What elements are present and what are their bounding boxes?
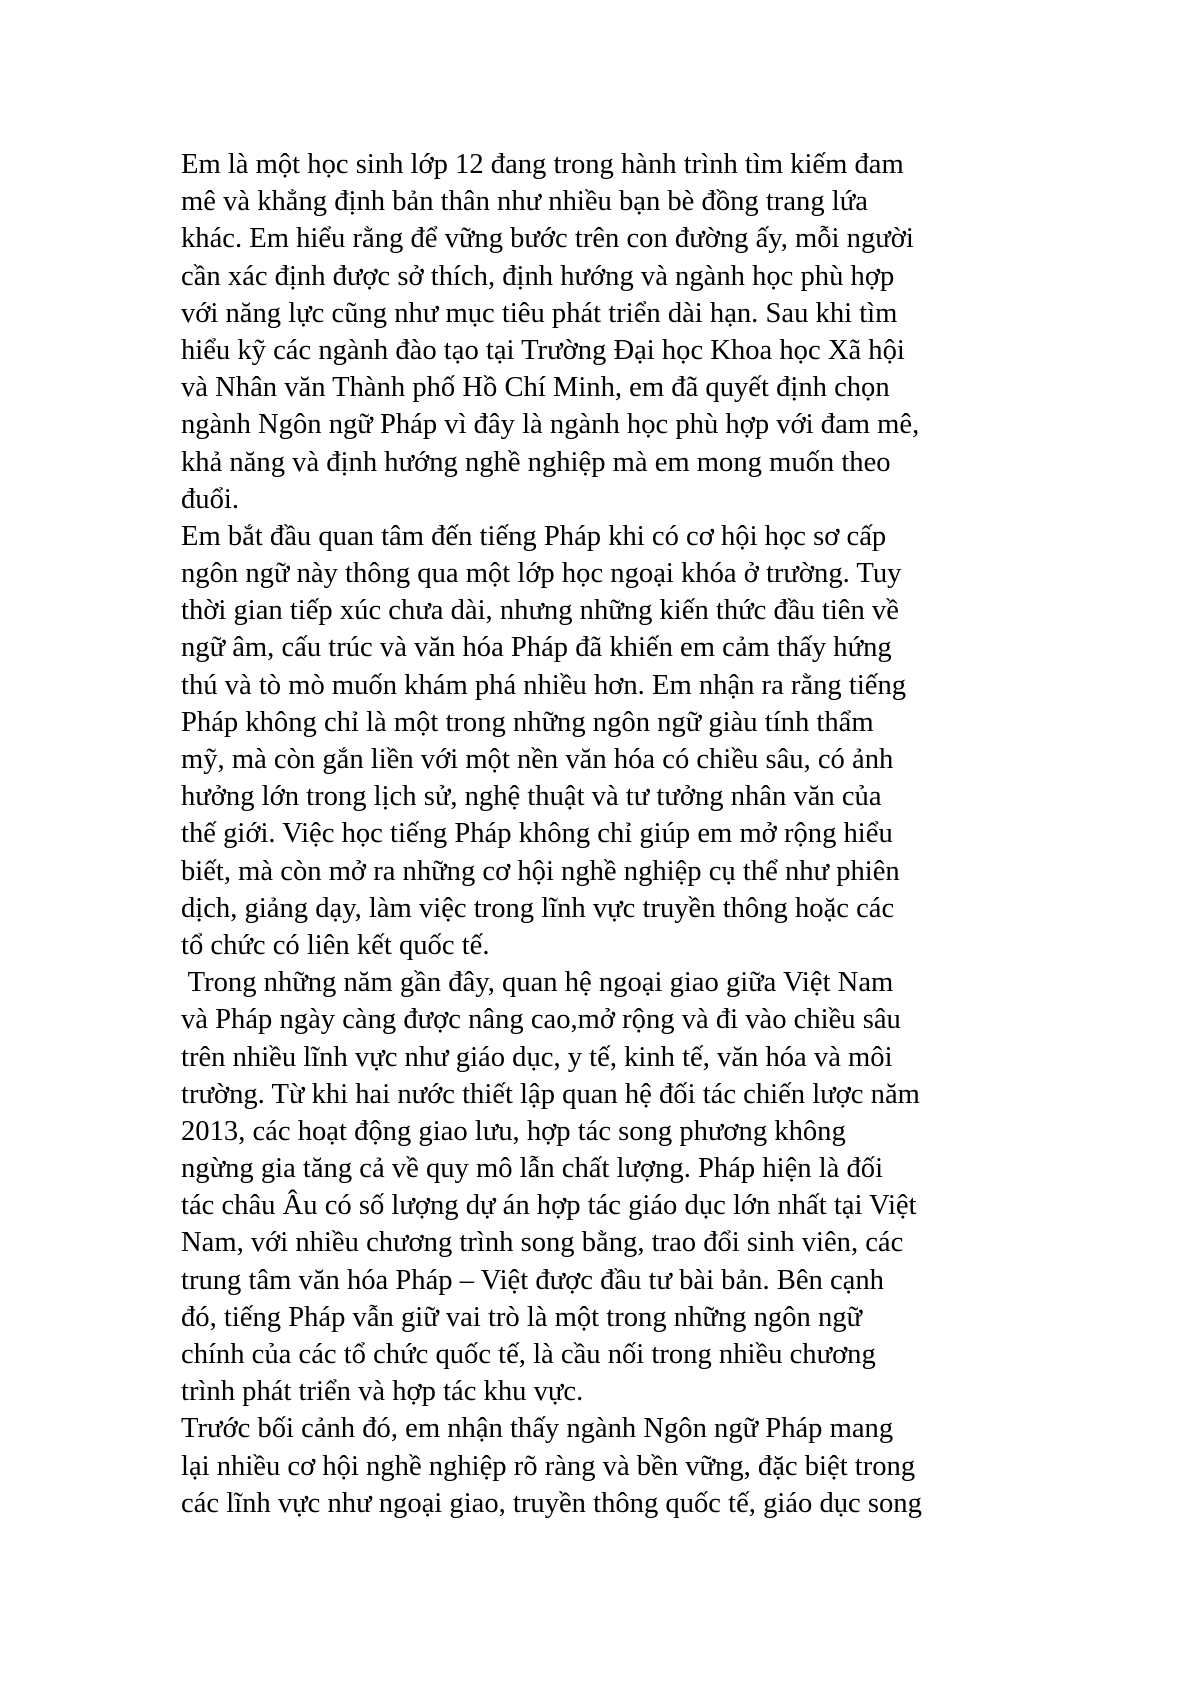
text-line: Trong những năm gần đây, quan hệ ngoại giao giữa Việt Nam [181, 967, 894, 999]
paragraph-career-opportunities [181, 1410, 1041, 1522]
text-line: thú và tò mò muốn khám phá nhiều hơn. Em nhận ra rằng tiếng [181, 669, 907, 701]
text-line: ngừng gia tăng cả về quy mô lẫn chất lượng. Pháp hiện là đối [181, 1153, 884, 1185]
text-line: và Nhân văn Thành phố Hồ Chí Minh, em đã quyết định chọn [181, 372, 890, 404]
paragraph-intro [181, 146, 1041, 518]
text-line: với năng lực cũng như mục tiêu phát triển dài hạn. Sau khi tìm [181, 297, 898, 329]
text-line: ngôn ngữ này thông qua một lớp học ngoại khóa ở trường. Tuy [181, 558, 902, 590]
text-line: lại nhiều cơ hội nghề nghiệp rõ ràng và bền vững, đặc biệt trong [181, 1450, 916, 1482]
text-line: tác châu Âu có số lượng dự án hợp tác giáo dục lớn nhất tại Việt [181, 1190, 917, 1222]
text-line: Trước bối cảnh đó, em nhận thấy ngành Ngôn ngữ Pháp mang [181, 1413, 894, 1445]
text-line: Nam, với nhiều chương trình song bằng, trao đổi sinh viên, các [181, 1227, 904, 1259]
paragraph-diplomatic-relations [181, 964, 1041, 1410]
text-line: 2013, các hoạt động giao lưu, hợp tác song phương không [181, 1115, 846, 1147]
text-line: đuổi. [181, 483, 239, 515]
text-line: và Pháp ngày càng được nâng cao,mở rộng và đi vào chiều sâu [181, 1004, 901, 1036]
text-line: thời gian tiếp xúc chưa dài, nhưng những kiến thức đầu tiên về [181, 595, 899, 627]
text-line: chính của các tổ chức quốc tế, là cầu nối trong nhiều chương [181, 1339, 876, 1370]
text-line: thế giới. Việc học tiếng Pháp không chỉ giúp em mở rộng hiểu [181, 818, 893, 850]
text-line: trình phát triển và hợp tác khu vực. [181, 1376, 584, 1408]
text-line: cần xác định được sở thích, định hướng và ngành học phù hợp [181, 260, 895, 292]
text-line: ngành Ngôn ngữ Pháp vì đây là ngành học phù hợp với đam mê, [181, 409, 920, 441]
text-line: biết, mà còn mở ra những cơ hội nghề nghiệp cụ thể như phiên [181, 855, 900, 887]
text-line: khác. Em hiểu rằng để vững bước trên con đường ấy, mỗi người [181, 223, 914, 255]
document-body [181, 146, 1041, 1522]
text-line: trung tâm văn hóa Pháp – Việt được đầu tư bài bản. Bên cạnh [181, 1264, 884, 1296]
paragraph-french-interest [181, 518, 1041, 964]
text-line: dịch, giảng dạy, làm việc trong lĩnh vực truyền thông hoặc các [181, 892, 895, 924]
text-line: Pháp không chỉ là một trong những ngôn ngữ giàu tính thẩm [181, 706, 874, 738]
text-line: hưởng lớn trong lịch sử, nghệ thuật và tư tưởng nhân văn của [181, 781, 882, 813]
text-line: Em bắt đầu quan tâm đến tiếng Pháp khi có cơ hội học sơ cấp [181, 520, 887, 552]
text-line: các lĩnh vực như ngoại giao, truyền thông quốc tế, giáo dục song [181, 1487, 922, 1519]
text-line: đó, tiếng Pháp vẫn giữ vai trò là một trong những ngôn ngữ [181, 1301, 863, 1333]
text-line: Em là một học sinh lớp 12 đang trong hành trình tìm kiếm đam [181, 149, 904, 180]
text-line: ngữ âm, cấu trúc và văn hóa Pháp đã khiến em cảm thấy hứng [181, 632, 892, 664]
text-line: khả năng và định hướng nghề nghiệp mà em mong muốn theo [181, 446, 891, 478]
text-line: mê và khẳng định bản thân như nhiều bạn bè đồng trang lứa [181, 186, 868, 218]
text-line: hiểu kỹ các ngành đào tạo tại Trường Đại học Khoa học Xã hội [181, 334, 905, 366]
text-line: tổ chức có liên kết quốc tế. [181, 929, 490, 961]
text-line: trên nhiều lĩnh vực như giáo dục, y tế, kinh tế, văn hóa và môi [181, 1041, 893, 1073]
text-line: mỹ, mà còn gắn liền với một nền văn hóa có chiều sâu, có ảnh [181, 744, 894, 775]
text-line: trường. Từ khi hai nước thiết lập quan hệ đối tác chiến lược năm [181, 1078, 920, 1110]
